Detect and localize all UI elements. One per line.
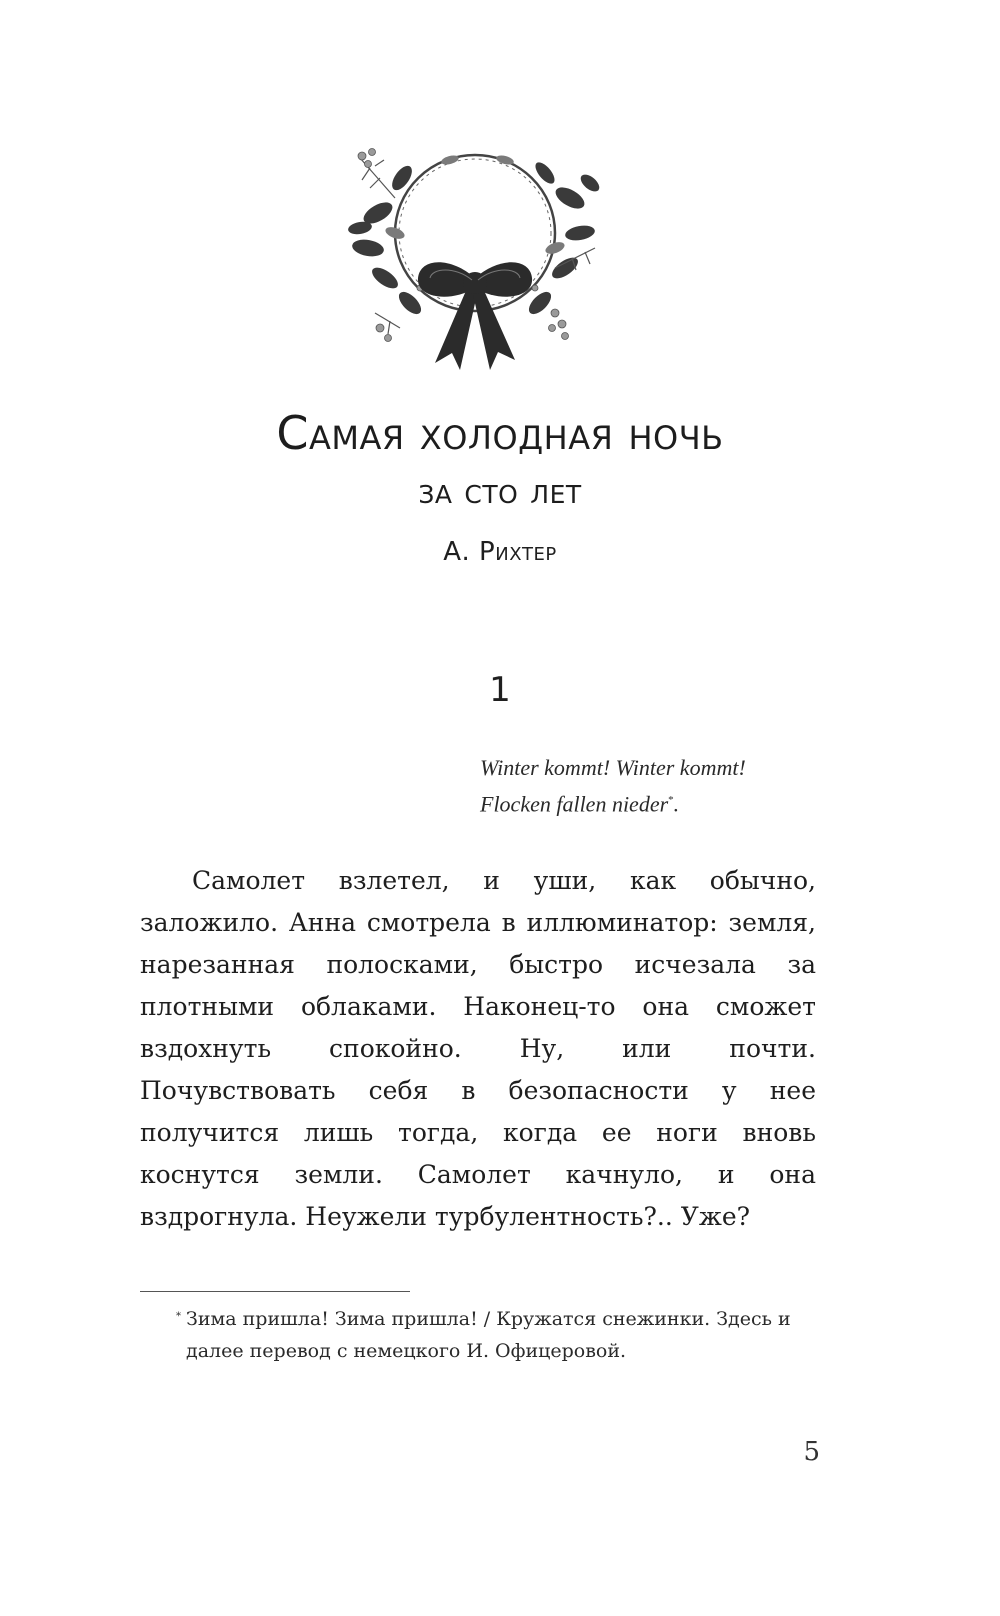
story-author: А. Рихтер bbox=[443, 537, 557, 567]
footnote-divider bbox=[140, 1291, 410, 1292]
epigraph-line-2-text: Flocken fallen nieder bbox=[480, 791, 669, 817]
body-paragraph: Самолет взлетел, и уши, как обычно, заложило. Анна смотрела в иллюминатор: земля, нарезанная полосками, быстро исчезала за плотными облаками. Наконец-то она сможет вздохнуть спокойно. Ну, или почти. Почувствовать себя в безопасности у нее получится лишь тогда, когда ее ноги вновь коснутся земли. Самолет качнуло, и она вздрогнула. Неужели турбулентность?.. Уже? bbox=[140, 866, 816, 1231]
epigraph-footnote-mark[interactable]: * bbox=[668, 794, 674, 806]
epigraph-line-2-end: . bbox=[673, 791, 680, 817]
page-number: 5 bbox=[803, 1437, 820, 1467]
story-title-continued: за сто лет bbox=[418, 471, 582, 512]
epigraph-line-1: Winter kommt! Winter kommt! bbox=[480, 755, 746, 780]
story-title: Самая холодная ночь bbox=[276, 406, 724, 460]
chapter-number: 1 bbox=[489, 670, 511, 710]
footnote bbox=[140, 1303, 816, 1367]
epigraph bbox=[480, 752, 820, 820]
wreath-with-bow-icon bbox=[340, 138, 610, 388]
footnote-mark: * bbox=[176, 1311, 181, 1322]
epigraph-line-2 bbox=[480, 784, 820, 820]
footnote-text: Зима пришла! Зима пришла! / Кружатся снежинки. Здесь и далее перевод с немецкого И. Офицеровой. bbox=[186, 1308, 791, 1362]
